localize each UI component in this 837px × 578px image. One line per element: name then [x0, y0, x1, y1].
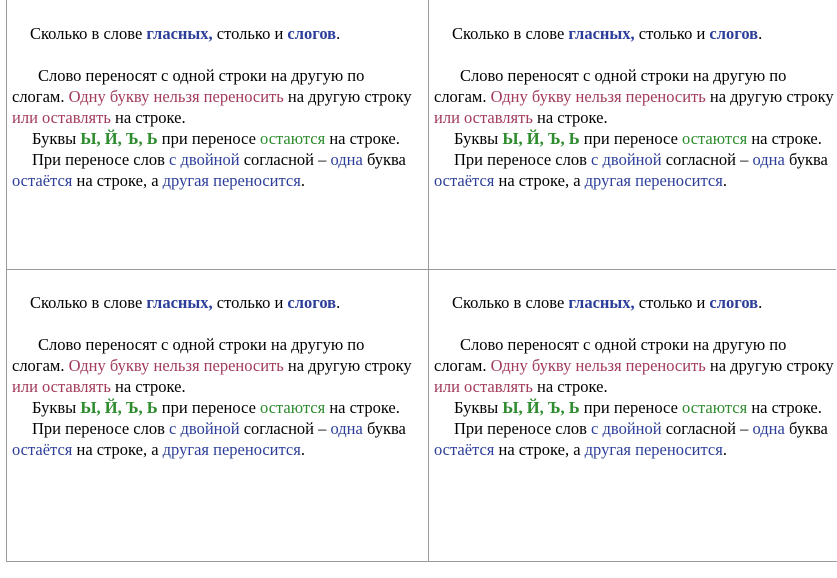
rule-letters: Буквы Ы, Й, Ъ, Ь при переносе остаются на строке. [454, 129, 822, 148]
rule-letters: Буквы Ы, Й, Ъ, Ь при переносе остаются на строке. [32, 129, 400, 148]
syllables-word: слогов [709, 24, 759, 43]
rule-card-4 [434, 292, 834, 460]
rule-syllables: Слово переносят с одной строки на другую по слогам. Одну букву нельзя переносить на другую строку или оставлять на строке. [12, 335, 412, 396]
rule-letters: Буквы Ы, Й, Ъ, Ь при переносе остаются на строке. [454, 398, 822, 417]
rule-card-2 [434, 23, 834, 191]
card-title: Сколько в слове гласных, столько и слогов. [30, 293, 341, 312]
syllables-word: слогов [287, 24, 337, 43]
vowels-word: гласных, [568, 24, 635, 43]
horizontal-divider [6, 269, 836, 270]
card-title: Сколько в слове гласных, столько и слогов. [452, 293, 763, 312]
syllables-word: слогов [709, 293, 759, 312]
rule-syllables: Слово переносят с одной строки на другую по слогам. Одну букву нельзя переносить на другую строку или оставлять на строке. [434, 66, 834, 127]
rule-card-1 [12, 23, 412, 191]
vowels-word: гласных, [146, 293, 213, 312]
rule-card-3 [12, 292, 412, 460]
rule-double-consonant: При переносе слов с двойной согласной – одна буква остаётся на строке, а другая переносится. [12, 150, 406, 190]
vowels-word: гласных, [568, 293, 635, 312]
vowels-word: гласных, [146, 24, 213, 43]
card-title: Сколько в слове гласных, столько и слогов. [30, 24, 341, 43]
rule-letters: Буквы Ы, Й, Ъ, Ь при переносе остаются на строке. [32, 398, 400, 417]
rule-double-consonant: При переносе слов с двойной согласной – одна буква остаётся на строке, а другая переносится. [434, 419, 828, 459]
rule-double-consonant: При переносе слов с двойной согласной – одна буква остаётся на строке, а другая переносится. [434, 150, 828, 190]
card-title: Сколько в слове гласных, столько и слогов. [452, 24, 763, 43]
rule-syllables: Слово переносят с одной строки на другую по слогам. Одну букву нельзя переносить на другую строку или оставлять на строке. [12, 66, 412, 127]
rule-syllables: Слово переносят с одной строки на другую по слогам. Одну букву нельзя переносить на другую строку или оставлять на строке. [434, 335, 834, 396]
vertical-divider [428, 0, 429, 561]
syllables-word: слогов [287, 293, 337, 312]
rule-double-consonant: При переносе слов с двойной согласной – одна буква остаётся на строке, а другая переносится. [12, 419, 406, 459]
